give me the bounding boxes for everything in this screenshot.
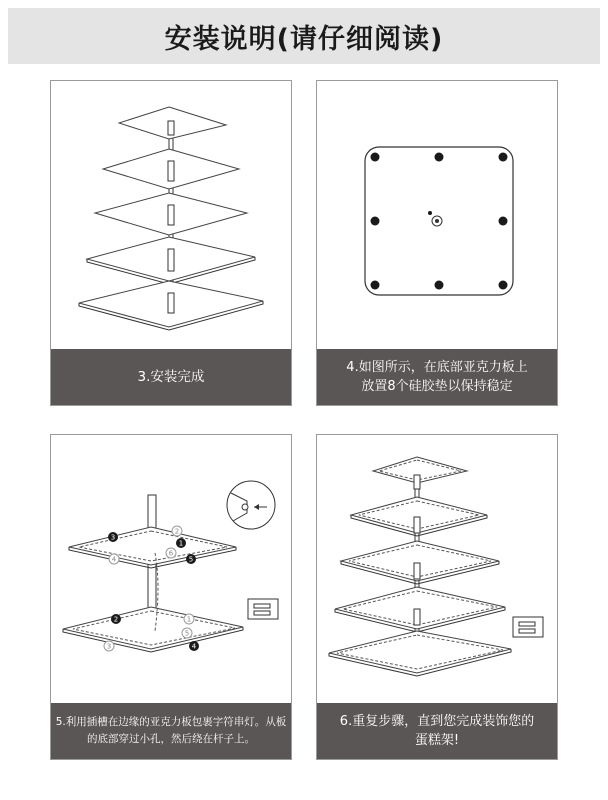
marker-1: [184, 614, 194, 624]
base-plate-pads-icon: [317, 81, 557, 347]
step-4-panel: [316, 80, 558, 406]
battery-box-icon: [248, 599, 278, 619]
caption-line: 蛋糕架!: [414, 733, 460, 748]
svg-text:6: 6: [168, 549, 174, 558]
marker-5: [182, 628, 192, 638]
svg-text:3: 3: [106, 642, 112, 651]
caption-line: 4.如图所示，在底部亚克力板上: [346, 360, 528, 375]
page-title: 安装说明(请仔细阅读): [8, 8, 600, 64]
svg-text:5: 5: [188, 555, 194, 564]
marker-3: [108, 532, 118, 542]
svg-text:5: 5: [184, 629, 190, 638]
step-3-panel: [50, 80, 292, 406]
step-caption: [317, 349, 557, 405]
step-caption: [51, 349, 291, 405]
svg-text:1: 1: [178, 539, 184, 548]
marker-4: [109, 554, 119, 564]
hole-detail-icon: [227, 481, 275, 529]
battery-box-icon: [513, 617, 543, 637]
caption-line: 3.安装完成: [137, 369, 205, 385]
step-6-panel: [316, 434, 558, 760]
marker-5: [186, 554, 196, 564]
marker-6: [166, 548, 176, 558]
marker-1: [176, 538, 186, 548]
caption-line: 放置8个硅胶垫以保持稳定: [361, 379, 513, 394]
marker-2: [111, 614, 121, 624]
svg-text:3: 3: [110, 533, 116, 542]
svg-text:4: 4: [111, 555, 117, 564]
svg-text:4: 4: [191, 642, 197, 651]
svg-text:2: 2: [174, 527, 180, 536]
caption-line: 6.重复步骤，直到您完成装饰您的: [339, 714, 535, 729]
light-wrap-diagram-icon: [51, 435, 291, 701]
caption-line: 的底部穿过小孔，然后绕在杆子上。: [87, 733, 255, 745]
step-caption: [317, 703, 557, 759]
step-caption: [51, 703, 291, 759]
step-5-panel: [50, 434, 292, 760]
marker-4: [189, 641, 199, 651]
caption-line: 5.利用插槽在边缘的亚克力板包裹字符串灯。从板: [55, 716, 287, 728]
marker-3: [104, 641, 114, 651]
tower-with-lights-icon: [317, 435, 557, 701]
svg-text:1: 1: [186, 615, 192, 624]
tower-assembled-icon: [51, 81, 291, 347]
marker-2: [172, 526, 182, 536]
svg-text:2: 2: [113, 615, 119, 624]
